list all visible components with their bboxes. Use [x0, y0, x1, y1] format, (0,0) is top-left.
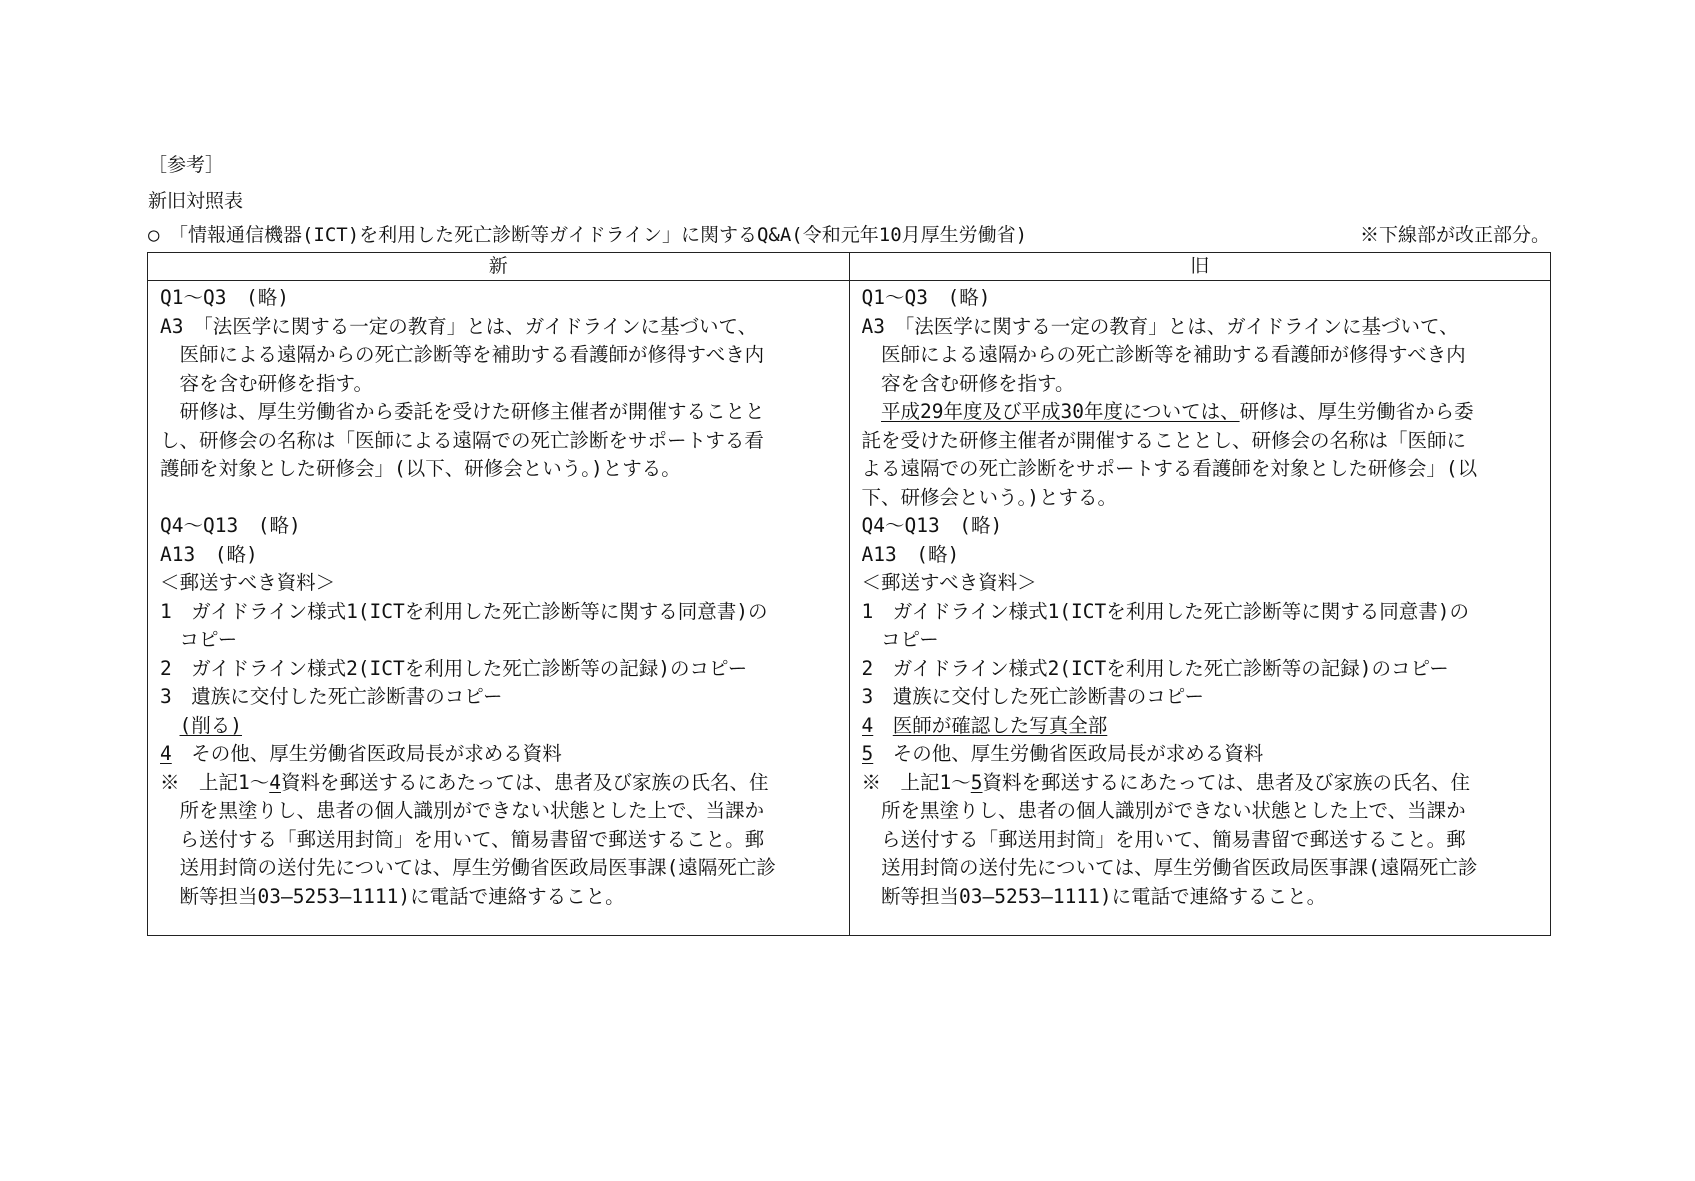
- line-text: Q1～Q3 (略): [861, 286, 991, 309]
- new-column-line: [160, 883, 841, 912]
- old-column-line: [862, 512, 1543, 541]
- old-column-line: [862, 541, 1543, 570]
- line-text: 2 ガイドライン様式2(ICTを利用した死亡診断等の記録)のコピー: [861, 656, 1449, 680]
- new-column-line: [160, 370, 841, 399]
- new-column-line: [160, 626, 841, 655]
- line-text: 1 ガイドライン様式1(ICTを利用した死亡診断等に関する同意書)の: [160, 599, 768, 623]
- old-column-line: [862, 883, 1543, 912]
- old-column-line: [862, 854, 1543, 883]
- line-text: 資料を郵送するにあたっては、患者及び家族の氏名、住: [281, 770, 769, 794]
- new-column-line: [160, 455, 841, 484]
- old-column-line: [862, 797, 1543, 826]
- old-column-line: [862, 569, 1543, 598]
- line-text: [873, 714, 893, 737]
- line-text: 断等担当03―5253―1111)に電話で連絡すること。: [160, 884, 625, 908]
- line-text: 2 ガイドライン様式2(ICTを利用した死亡診断等の記録)のコピー: [160, 656, 748, 680]
- line-text: A3 「法医学に関する一定の教育」とは、ガイドラインに基づいて、: [861, 314, 1459, 338]
- new-column-line: [160, 797, 841, 826]
- revised-text: 5: [861, 742, 874, 765]
- line-text: 容を含む研修を指す。: [160, 371, 373, 395]
- old-column-line: [862, 683, 1543, 712]
- line-text: ＜郵送すべき資料＞: [861, 571, 1037, 594]
- line-text: 護師を対象とした研修会」(以下、研修会という。)とする。: [160, 457, 681, 480]
- new-column-line: [160, 683, 841, 712]
- new-column-line: [160, 598, 841, 627]
- old-column-line: [862, 826, 1543, 855]
- old-column-line: [862, 598, 1543, 627]
- line-text: 送用封筒の送付先については、厚生労働省医政局医事課(遠隔死亡診: [160, 856, 776, 879]
- line-text: コピー: [861, 628, 939, 651]
- new-column-header: 新: [148, 253, 850, 281]
- table-body-row: [148, 281, 1551, 936]
- new-column-line: [160, 284, 841, 313]
- old-column-line: [862, 769, 1543, 798]
- new-column-line: [160, 826, 841, 855]
- old-column-line: [862, 626, 1543, 655]
- old-column-cell: [849, 281, 1551, 936]
- new-column-line: [160, 427, 841, 456]
- line-text: その他、厚生労働省医政局長が求める資料: [171, 742, 562, 765]
- new-column-line: [160, 854, 841, 883]
- line-text: A13 (略): [861, 542, 960, 566]
- line-text: 所を黒塗りし、患者の個人識別ができない状態とした上で、当課か: [861, 799, 1466, 822]
- line-text: 研修は、厚生労働省から委: [1239, 400, 1474, 423]
- line-text: ら送付する「郵送用封筒」を用いて、簡易書留で郵送すること。郵: [861, 827, 1466, 851]
- line-text: [862, 400, 882, 423]
- old-column-line: [862, 313, 1543, 342]
- revised-text: 医師が確認した写真全部: [892, 713, 1108, 737]
- line-text: 容を含む研修を指す。: [861, 371, 1075, 395]
- item-title-row: [148, 222, 1550, 248]
- revised-text: 5: [970, 770, 983, 794]
- line-text: Q4～Q13 (略): [861, 514, 1003, 537]
- new-column-line: [160, 541, 841, 570]
- old-column-line: [862, 370, 1543, 399]
- old-column-line: [862, 655, 1543, 684]
- table-header-row: [148, 253, 1551, 281]
- line-text: ＜郵送すべき資料＞: [160, 571, 336, 594]
- old-column-line: [862, 740, 1543, 769]
- new-column-line: [160, 712, 841, 741]
- line-text: Q1～Q3 (略): [160, 286, 289, 309]
- old-column-line: [862, 455, 1543, 484]
- line-text: 資料を郵送するにあたっては、患者及び家族の氏名、住: [982, 770, 1471, 794]
- new-column-line: [160, 512, 841, 541]
- old-column-line: [862, 712, 1543, 741]
- revised-text: 4: [861, 713, 874, 737]
- line-text: 送用封筒の送付先については、厚生労働省医政局医事課(遠隔死亡診: [861, 856, 1478, 879]
- new-column-cell: [148, 281, 850, 936]
- new-column-line: [160, 398, 841, 427]
- new-column-line: [160, 341, 841, 370]
- line-text: ら送付する「郵送用封筒」を用いて、簡易書留で郵送すること。郵: [160, 827, 765, 851]
- revised-text: (削る): [179, 713, 242, 737]
- old-column-line: [862, 484, 1543, 513]
- line-text: 医師による遠隔からの死亡診断等を補助する看護師が修得すべき内: [160, 343, 765, 366]
- line-text: 断等担当03―5253―1111)に電話で連絡すること。: [861, 884, 1327, 908]
- line-text: 3 遺族に交付した死亡診断書のコピー: [160, 685, 503, 708]
- old-column-header: 旧: [849, 253, 1551, 281]
- item-title: ○ 「情報通信機器(ICT)を利用した死亡診断等ガイドライン」に関するQ&A(令和元年10月厚生労働省): [148, 224, 1028, 246]
- line-text: コピー: [160, 628, 238, 651]
- old-column-line: [862, 398, 1543, 427]
- old-column-line: [862, 341, 1543, 370]
- new-column-line: [160, 655, 841, 684]
- line-text: A3 「法医学に関する一定の教育」とは、ガイドラインに基づいて、: [160, 314, 758, 338]
- line-text: よる遠隔での死亡診断をサポートする看護師を対象とした研修会」(以: [861, 457, 1478, 480]
- line-text: 所を黒塗りし、患者の個人識別ができない状態とした上で、当課か: [160, 799, 765, 822]
- line-text: ※ 上記1～: [861, 770, 971, 794]
- new-column-line: [160, 313, 841, 342]
- revised-text: 4: [160, 742, 172, 765]
- new-column-line: [160, 769, 841, 798]
- line-text: 1 ガイドライン様式1(ICTを利用した死亡診断等に関する同意書)の: [861, 599, 1470, 623]
- line-text: 託を受けた研修主催者が開催することとし、研修会の名称は「医師に: [861, 428, 1467, 452]
- reference-label: ［参考］: [148, 154, 225, 176]
- line-text: ※ 上記1～: [160, 770, 270, 794]
- line-text: Q4～Q13 (略): [160, 514, 301, 537]
- new-column-line: [160, 569, 841, 598]
- revised-text: 平成29年度及び平成30年度については、: [881, 400, 1240, 423]
- new-column-line: [160, 740, 841, 769]
- old-column-line: [862, 284, 1543, 313]
- line-text: 3 遺族に交付した死亡診断書のコピー: [861, 685, 1204, 708]
- line-text: 下、研修会という。)とする。: [861, 485, 1117, 509]
- revised-text: 4: [269, 770, 281, 794]
- line-text: 医師による遠隔からの死亡診断等を補助する看護師が修得すべき内: [861, 343, 1466, 366]
- old-column-line: [862, 427, 1543, 456]
- comparison-table: [147, 252, 1551, 936]
- new-column-line: [160, 484, 841, 513]
- line-text: A13 (略): [160, 542, 258, 566]
- revision-note: ※下線部が改正部分。: [1359, 224, 1550, 246]
- line-text: [160, 714, 180, 737]
- line-text: 研修は、厚生労働省から委託を受けた研修主催者が開催することと: [160, 400, 765, 423]
- line-text: その他、厚生労働省医政局長が求める資料: [873, 742, 1264, 765]
- document-title: 新旧対照表: [148, 190, 244, 212]
- line-text: し、研修会の名称は「医師による遠隔での死亡診断をサポートする看: [160, 428, 764, 452]
